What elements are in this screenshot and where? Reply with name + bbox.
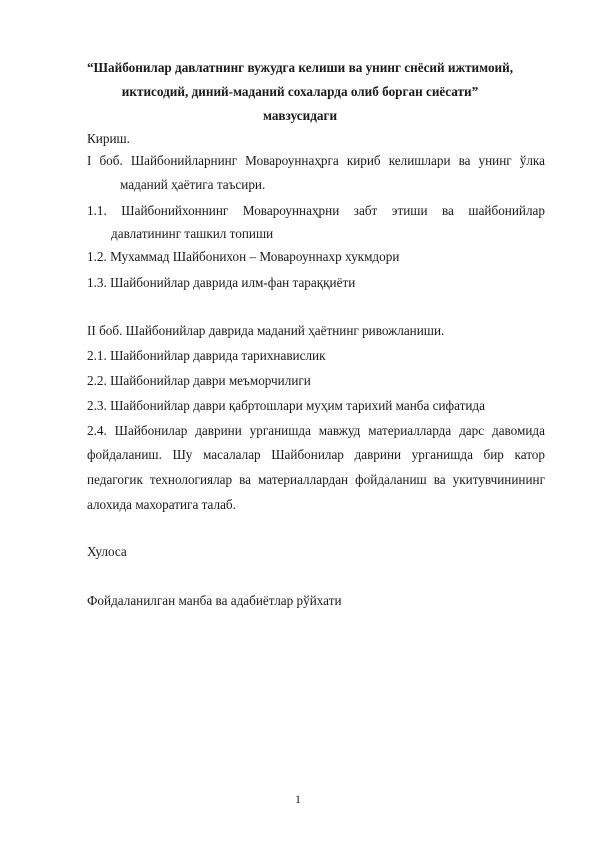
toc-section-2-1: 2.1. Шайбонийлар даврида тарихнавислик: [87, 348, 326, 363]
toc-section-2-4-line-3: педагогик технологиялар ва материаллардан фойдаланиш ва укитувчинининг: [87, 472, 545, 487]
title-line-1: “Шайбонилар давлатнинг вужудга келиши ва унинг снёсий ижтимоий,: [86, 60, 514, 75]
toc-section-2-4-line-2: фойдаланиш. Шу масалалар Шайбонилар даврини урганишда бир катор: [87, 447, 545, 462]
toc-references: Фойдаланилган манба ва адабиётлар рўйхати: [87, 593, 342, 608]
page-number: 1: [295, 792, 301, 806]
toc-section-1-3: 1.3. Шайбонийлар даврида илм-фан тараққиёти: [87, 275, 356, 290]
toc-chapter-1-line-1: I боб. Шайбонийларнинг Мовароуннаҳрга кириб келишлари ва унинг ўлка: [87, 153, 545, 168]
toc-section-2-2: 2.2. Шайбонийлар даври меъморчилиги: [87, 373, 311, 388]
title-line-2: иктисодий, диний-маданий сохаларда олиб борган сиёсати” мавзусидаги: [121, 84, 479, 123]
toc-chapter-1-line-2: маданий ҳаётига таъсири.: [120, 177, 266, 192]
toc-section-2-4-line-1: 2.4. Шайбонилар даврини урганишда мавжуд материалларда дарс давомида: [87, 423, 545, 438]
toc-section-1-1-line-1: 1.1. Шайбонийхоннинг Мовароуннаҳрни забт этиши ва шайбонийлар: [87, 203, 545, 218]
toc-chapter-2: II боб. Шайбонийлар даврида маданий ҳаётнинг ривожланиши.: [87, 323, 445, 338]
toc-section-2-3: 2.3. Шайбонийлар даври қабртошлари муҳим тарихий манба сифатида: [87, 398, 485, 413]
toc-section-2-4-line-4: алохида махоратига талаб.: [87, 497, 236, 512]
document-title: [84, 56, 516, 128]
toc-section-1-1-line-2: давлатининг ташкил топиши: [111, 226, 274, 241]
toc-conclusion: Хулоса: [87, 544, 127, 559]
toc-section-1-2: 1.2. Мухаммад Шайбонихон – Мовароуннахр хукмдори: [87, 249, 400, 264]
toc-intro: Кириш.: [87, 131, 130, 146]
